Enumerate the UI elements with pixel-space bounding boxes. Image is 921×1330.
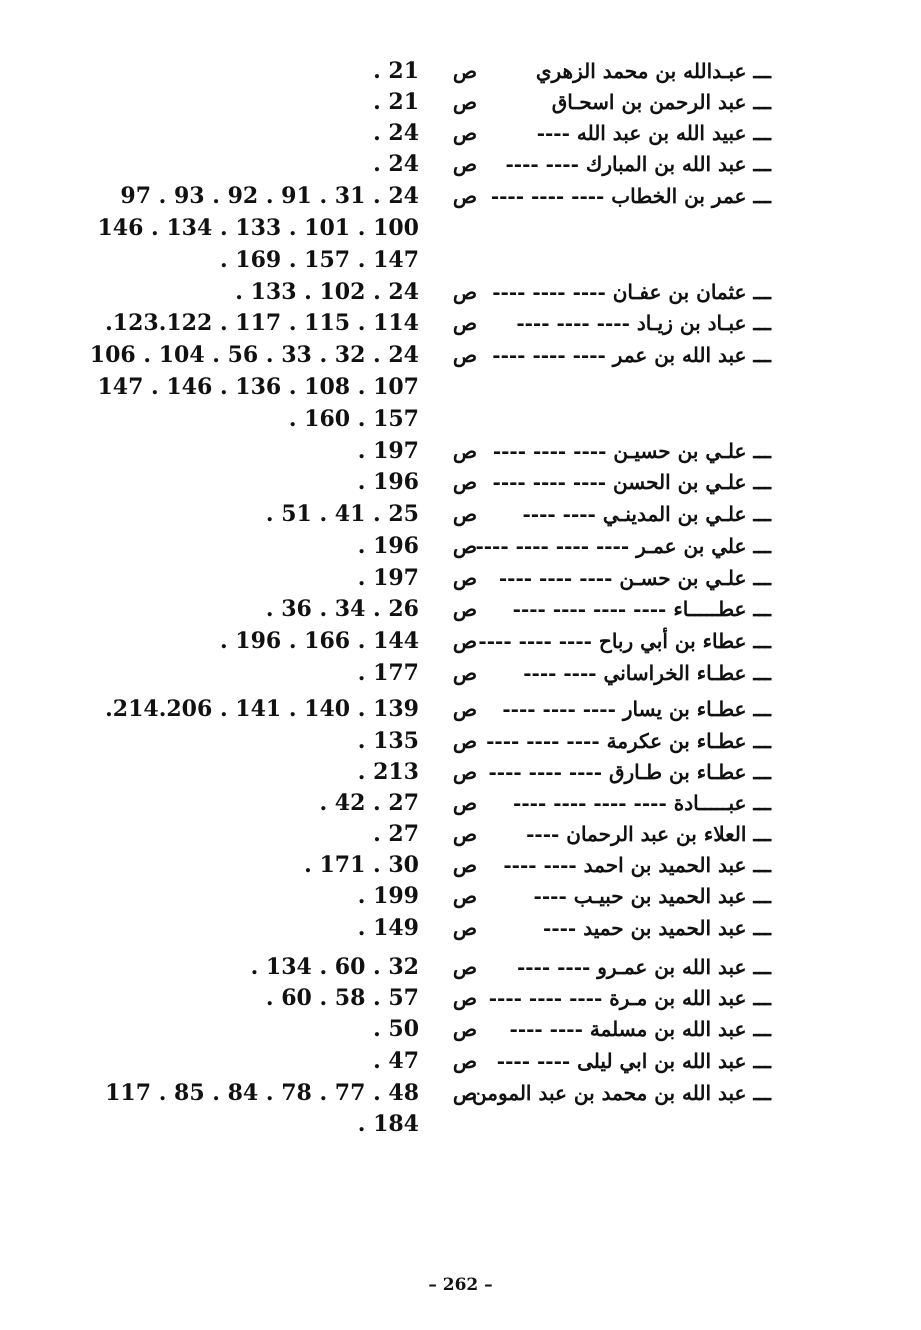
index-entry bbox=[0, 86, 921, 118]
entry-name: ـــ عطـاء بن يسار ---- ---- ---- bbox=[502, 697, 771, 721]
index-entry bbox=[0, 849, 921, 881]
entry-name: ـــ علـي بن الحسن ---- ---- ---- bbox=[492, 470, 771, 494]
index-entry bbox=[0, 180, 921, 212]
entry-page-marker: ص bbox=[452, 59, 478, 83]
entry-page-marker: ص bbox=[452, 729, 478, 753]
index-entry bbox=[0, 756, 921, 788]
entry-name: ـــ علي بن عمـر ---- ---- ---- ---- bbox=[475, 534, 771, 558]
index-entry-continuation bbox=[0, 244, 921, 276]
entry-name: ـــ عبد الله بن عمر ---- ---- ---- bbox=[492, 343, 771, 367]
index-entry bbox=[0, 435, 921, 467]
entry-page-numbers: . 24 bbox=[373, 151, 419, 177]
entry-page-numbers: . 27 bbox=[373, 821, 419, 847]
entry-name: ـــ عبـاد بن زيـاد ---- ---- ---- bbox=[516, 311, 771, 335]
entry-name: ـــ عبد الحميد بن احمد ---- ---- bbox=[503, 853, 771, 877]
entry-name: ـــ عطاء بن أبي رباح ---- ---- ---- bbox=[478, 629, 771, 653]
entry-page-marker: ص bbox=[452, 853, 478, 877]
index-entry-continuation bbox=[0, 403, 921, 435]
entry-page-marker: ص bbox=[452, 90, 478, 114]
page-number: – 262 – bbox=[428, 1275, 493, 1295]
index-entry-continuation bbox=[0, 1108, 921, 1140]
entry-name: ـــ علـي بن حسيـن ---- ---- ---- bbox=[492, 439, 771, 463]
entry-page-numbers: . 42 . 27 bbox=[319, 790, 419, 816]
entry-page-numbers: . 60 . 58 . 57 bbox=[265, 985, 419, 1011]
index-entry bbox=[0, 787, 921, 819]
entry-page-marker: ص bbox=[452, 534, 478, 558]
index-entry-continuation bbox=[0, 212, 921, 244]
index-entry bbox=[0, 725, 921, 757]
entry-page-numbers: . 196 bbox=[357, 469, 419, 495]
entry-page-marker: ص bbox=[452, 597, 478, 621]
index-entry bbox=[0, 912, 921, 944]
entry-page-marker: ص bbox=[452, 343, 478, 367]
entry-page-numbers: . 135 bbox=[357, 728, 419, 754]
entry-page-numbers: . 24 bbox=[373, 120, 419, 146]
index-entry bbox=[0, 307, 921, 339]
index-entry bbox=[0, 593, 921, 625]
entry-name: ـــ عبد الله بن محمد بن عبد المومن bbox=[472, 1081, 771, 1105]
entry-page-numbers: 146 . 134 . 133 . 101 . 100 bbox=[97, 215, 419, 241]
entry-name: ـــ عبد الله بن مـرة ---- ---- ---- bbox=[488, 986, 771, 1010]
entry-name: ـــ عطـاء الخراساني ---- ---- bbox=[523, 661, 771, 685]
index-entry bbox=[0, 562, 921, 594]
entry-page-marker: ص bbox=[452, 470, 478, 494]
index-entry bbox=[0, 818, 921, 850]
entry-page-marker: ص bbox=[452, 439, 478, 463]
entry-page-numbers: . 51 . 41 . 25 bbox=[265, 501, 419, 527]
index-entry bbox=[0, 466, 921, 498]
entry-name: ـــ علـي بن المدينـي ---- ---- bbox=[522, 502, 771, 526]
entry-name: ـــ عبد الله بن عمـرو ---- ---- bbox=[516, 955, 771, 979]
entry-page-marker: ص bbox=[452, 986, 478, 1010]
entry-page-numbers: . 36 . 34 . 26 bbox=[265, 596, 419, 622]
entry-page-numbers: 147 . 146 . 136 . 108 . 107 bbox=[97, 374, 419, 400]
entry-page-marker: ص bbox=[452, 760, 478, 784]
index-entry bbox=[0, 625, 921, 657]
entry-page-numbers: . 184 bbox=[357, 1111, 419, 1137]
entry-page-marker: ص bbox=[452, 916, 478, 940]
entry-page-numbers: .123.122 . 117 . 115 . 114 bbox=[105, 310, 419, 336]
entry-page-numbers: . 197 bbox=[357, 438, 419, 464]
index-entry bbox=[0, 55, 921, 87]
entry-page-marker: ص bbox=[452, 884, 478, 908]
entry-name: ـــ عبـــــادة ---- ---- ---- ---- bbox=[513, 791, 771, 815]
index-entry bbox=[0, 1013, 921, 1045]
entry-name: ـــ عمر بن الخطاب ---- ---- ---- bbox=[490, 184, 771, 208]
entry-name: ـــ عطـــــاء ---- ---- ---- ---- bbox=[512, 597, 771, 621]
index-entry bbox=[0, 498, 921, 530]
entry-page-numbers: . 21 bbox=[373, 89, 419, 115]
index-entry bbox=[0, 982, 921, 1014]
entry-page-marker: ص bbox=[452, 955, 478, 979]
entry-page-numbers: . 171 . 30 bbox=[304, 852, 419, 878]
entry-page-numbers: . 196 . 166 . 144 bbox=[219, 628, 419, 654]
entry-page-marker: ص bbox=[452, 152, 478, 176]
entry-page-marker: ص bbox=[452, 697, 478, 721]
entry-page-marker: ص bbox=[452, 311, 478, 335]
index-entry bbox=[0, 339, 921, 371]
index-entry bbox=[0, 880, 921, 912]
index-entry-continuation bbox=[0, 371, 921, 403]
entry-page-marker: ص bbox=[452, 1017, 478, 1041]
entry-page-marker: ص bbox=[452, 1081, 478, 1105]
index-entry bbox=[0, 276, 921, 308]
entry-page-marker: ص bbox=[452, 280, 478, 304]
index-entry bbox=[0, 657, 921, 689]
entry-page-numbers: . 196 bbox=[357, 533, 419, 559]
entry-page-numbers: .214.206 . 141 . 140 . 139 bbox=[105, 696, 419, 722]
entry-name: ـــ علـي بن حسـن ---- ---- ---- bbox=[498, 566, 771, 590]
index-entry bbox=[0, 951, 921, 983]
entry-page-marker: ص bbox=[452, 184, 478, 208]
entry-page-numbers: . 21 bbox=[373, 58, 419, 84]
index-entry bbox=[0, 1077, 921, 1109]
entry-page-marker: ص bbox=[452, 822, 478, 846]
entry-page-numbers: 117 . 85 . 84 . 78 . 77 . 48 bbox=[105, 1080, 419, 1106]
entry-name: ـــ عثمان بن عفـان ---- ---- ---- bbox=[492, 280, 771, 304]
entry-name: ـــ عبد الله بن المبارك ---- ---- bbox=[505, 152, 771, 176]
index-entry bbox=[0, 530, 921, 562]
entry-page-numbers: . 160 . 157 bbox=[288, 406, 419, 432]
entry-page-numbers: . 47 bbox=[373, 1048, 419, 1074]
entry-page-marker: ص bbox=[452, 121, 478, 145]
entry-page-numbers: . 149 bbox=[357, 915, 419, 941]
entry-page-marker: ص bbox=[452, 502, 478, 526]
entry-page-marker: ص bbox=[452, 1049, 478, 1073]
entry-page-marker: ص bbox=[452, 791, 478, 815]
entry-page-numbers: 106 . 104 . 56 . 33 . 32 . 24 bbox=[89, 342, 419, 368]
entry-page-numbers: . 197 bbox=[357, 565, 419, 591]
entry-name: ـــ العلاء بن عبد الرحمان ---- bbox=[526, 822, 771, 846]
entry-name: ـــ عطـاء بن عكرمة ---- ---- ---- bbox=[486, 729, 771, 753]
entry-page-numbers: . 134 . 60 . 32 bbox=[250, 954, 419, 980]
entry-page-marker: ص bbox=[452, 629, 478, 653]
entry-page-numbers: . 50 bbox=[373, 1016, 419, 1042]
entry-page-marker: ص bbox=[452, 566, 478, 590]
index-entry bbox=[0, 117, 921, 149]
entry-name: ـــ عبد الرحمن بن اسحـاق bbox=[551, 90, 771, 114]
index-entry bbox=[0, 693, 921, 725]
entry-page-numbers: . 199 bbox=[357, 883, 419, 909]
entry-page-marker: ص bbox=[452, 661, 478, 685]
entry-page-numbers: 97 . 93 . 92 . 91 . 31 . 24 bbox=[120, 183, 419, 209]
entry-name: ـــ عبد الحميد بن حبيـب ---- bbox=[533, 884, 771, 908]
index-entry bbox=[0, 148, 921, 180]
entry-name: ـــ عبيد الله بن عبد الله ---- bbox=[536, 121, 771, 145]
index-entry bbox=[0, 1045, 921, 1077]
entry-name: ـــ عبـدالله بن محمد الزهري bbox=[535, 59, 771, 83]
entry-name: ـــ عبد الله بن مسلمة ---- ---- bbox=[509, 1017, 771, 1041]
entry-name: ـــ عطـاء بن طـارق ---- ---- ---- bbox=[488, 760, 771, 784]
entry-name: ـــ عبد الحميد بن حميد ---- bbox=[543, 916, 771, 940]
entry-page-numbers: . 133 . 102 . 24 bbox=[235, 279, 419, 305]
entry-page-numbers: . 213 bbox=[357, 759, 419, 785]
entry-page-numbers: . 177 bbox=[357, 660, 419, 686]
entry-page-numbers: . 169 . 157 . 147 bbox=[219, 247, 419, 273]
entry-name: ـــ عبد الله بن ابي ليلى ---- ---- bbox=[496, 1049, 771, 1073]
